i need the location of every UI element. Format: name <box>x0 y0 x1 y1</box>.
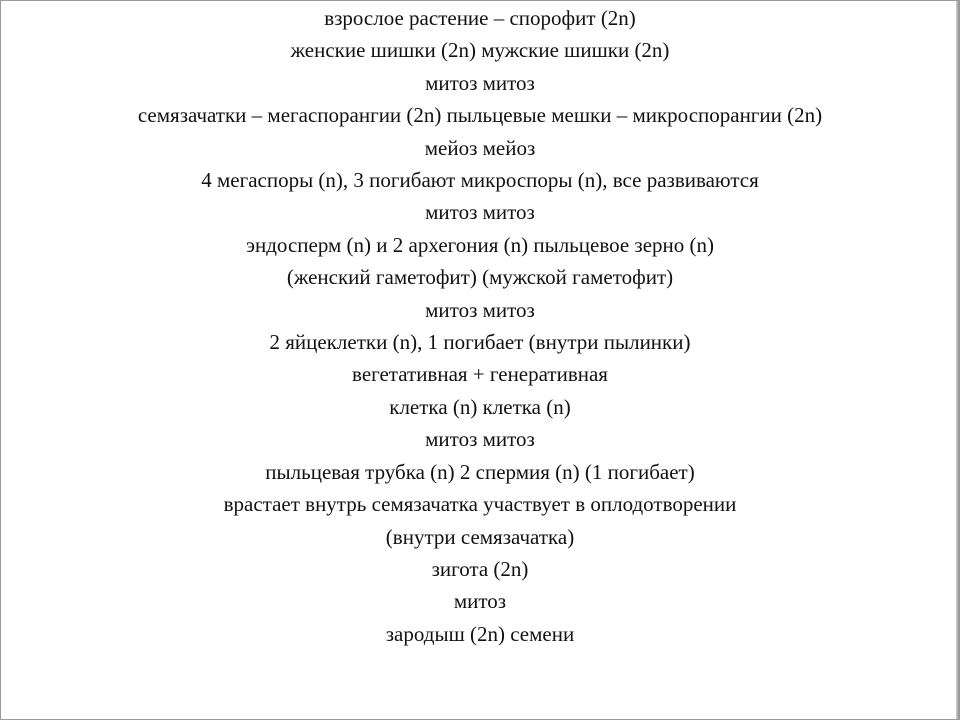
text-line: (внутри семязачатка) <box>385 524 575 549</box>
text-line: митоз <box>453 589 507 614</box>
text-line: врастает внутрь семязачатка участвует в оплодотворении <box>223 492 737 517</box>
text-line: митоз митоз <box>425 427 535 452</box>
text-line: мейоз мейоз <box>424 135 536 160</box>
slide-text-body <box>0 2 960 650</box>
text-line: клетка (n) клетка (n) <box>389 394 571 419</box>
text-line: зародыш (2n) семени <box>385 621 575 646</box>
text-line: взрослое растение – спорофит (2n) <box>324 6 636 30</box>
text-line: митоз митоз <box>425 200 535 225</box>
text-line: вегетативная + генеративная <box>352 362 608 387</box>
text-line: 4 мегаспоры (n), 3 погибают микроспоры (n), все развиваются <box>201 168 759 193</box>
text-line: женские шишки (2n) мужские шишки (2n) <box>290 38 670 63</box>
text-line: семязачатки – мегаспорангии (2n) пыльцевые мешки – микроспорангии (2n) <box>137 103 823 128</box>
text-line: митоз митоз <box>425 70 535 95</box>
text-line: 2 яйцеклетки (n), 1 погибает (внутри пылинки) <box>269 330 691 355</box>
text-line: зигота (2n) <box>431 556 529 581</box>
text-line: (женский гаметофит) (мужской гаметофит) <box>286 265 674 290</box>
text-line: пыльцевая трубка (n) 2 спермия (n) (1 погибает) <box>265 459 695 484</box>
text-line: эндосперм (n) и 2 архегония (n) пыльцевое зерно (n) <box>245 232 715 257</box>
text-line: митоз митоз <box>425 297 535 322</box>
